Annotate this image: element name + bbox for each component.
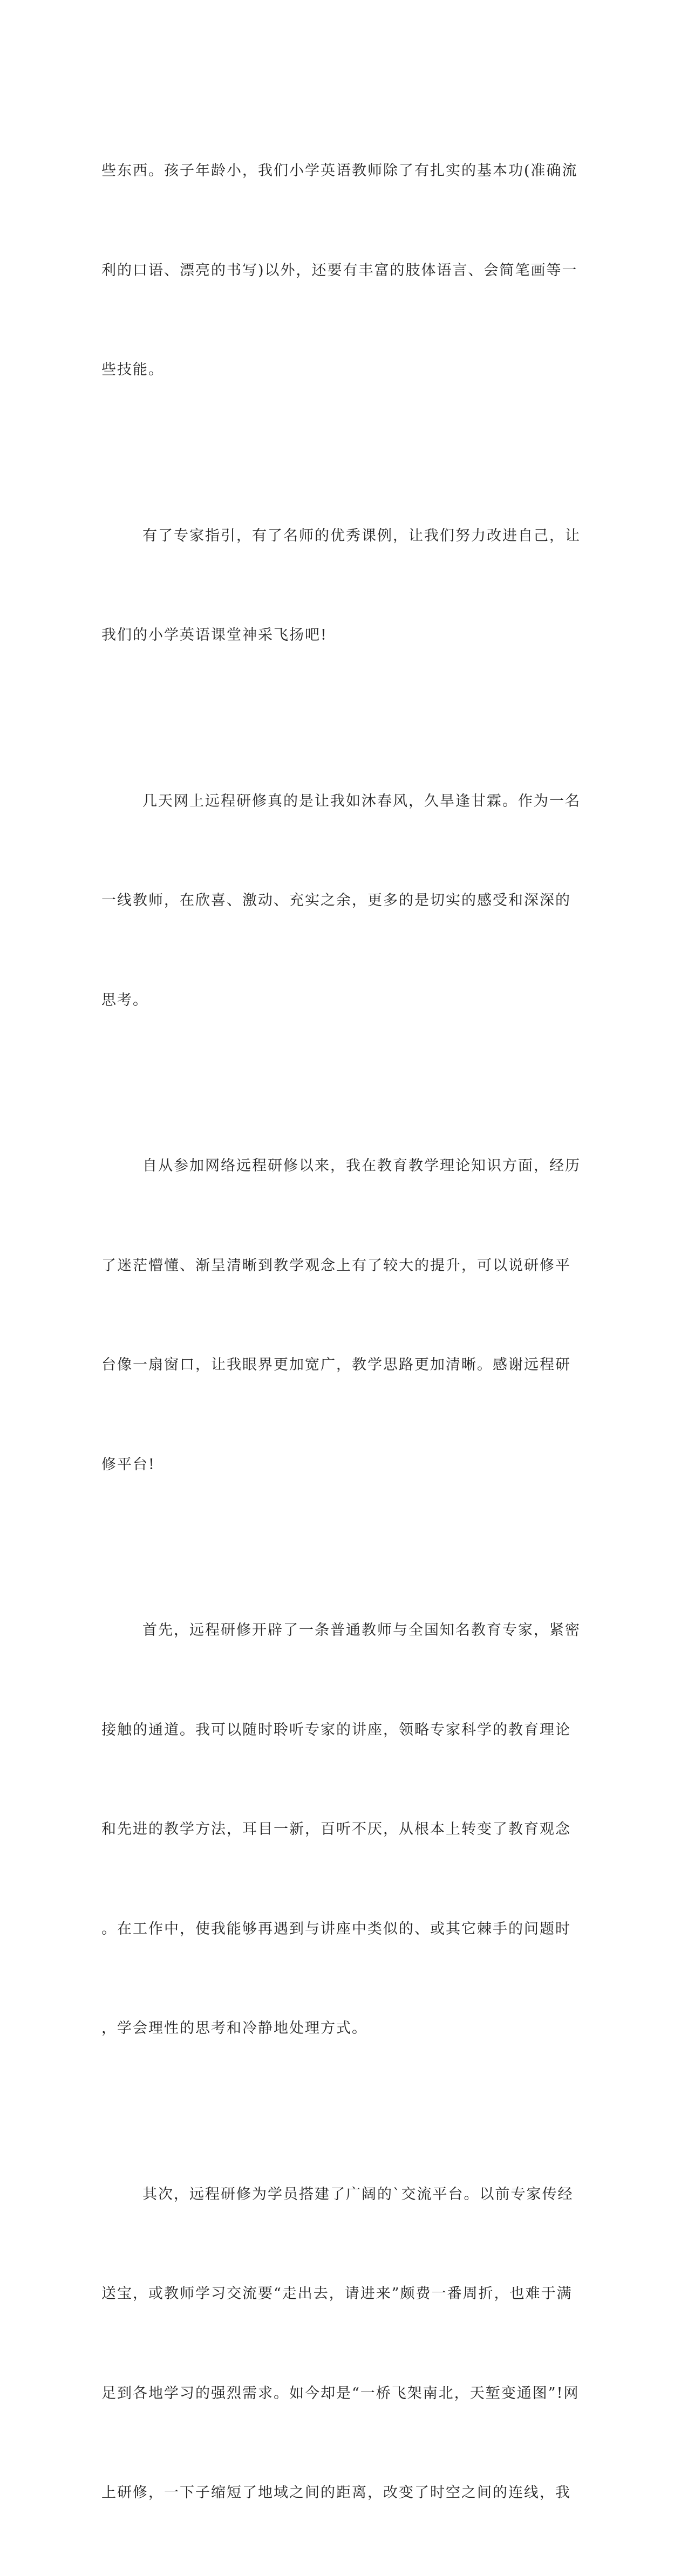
paragraph-6 [101,2112,580,2576]
text-line: 些技能。 [101,361,164,378]
text-line: 。在工作中，使我能够再遇到与讲座中类似的、或其它棘手的问题时 [101,1920,571,1937]
text-line: 我们的小学英语课堂神采飞扬吧! [101,627,328,643]
text-line: 一线教师，在欣喜、激动、充实之余，更多的是切实的感受和深深的 [101,892,571,909]
text-line: 有了专家指引，有了名师的优秀课例，让我们努力改进自己，让 [142,527,581,544]
paragraph-3 [101,718,581,1084]
text-line: 其次，远程研修为学员搭建了广阔的`交流平台。以前专家传经 [142,2186,574,2203]
text-line: 接触的通道。我可以随时聆听专家的讲座，领略专家科学的教育理论 [101,1721,571,1738]
text-line: 首先，远程研修开辟了一条普通教师与全国知名教育专家，紧密 [142,1622,581,1639]
text-line: ，学会理性的思考和冷静地处理方式。 [101,2020,367,2037]
paragraph-4 [101,1083,581,1547]
text-line: 和先进的教学方法，耳目一新，百听不厌，从根本上转变了教育观念 [101,1821,571,1838]
text-line: 上研修，一下子缩短了地域之间的距离，改变了时空之间的连线，我 [101,2484,571,2501]
paragraph-5 [101,1547,581,2112]
document-body [101,88,581,2576]
text-line: 台像一扇窗口，让我眼界更加宽广，教学思路更加清晰。感谢远程研 [101,1356,571,1373]
paragraph-1 [101,88,576,453]
text-line: 修平台! [101,1456,155,1473]
text-line: 自从参加网络远程研修以来，我在教育教学理论知识方面，经历 [142,1157,581,1174]
text-line: 些东西。孩子年龄小，我们小学英语教师除了有扎实的基本功(准确流 [101,162,578,179]
text-line: 几天网上远程研修真的是让我如沐春风，久旱逢甘霖。作为一名 [142,792,581,810]
text-line: 利的口语、漂亮的书写)以外，还要有丰富的肢体语言、会简笔画等一 [101,262,578,279]
text-line: 送宝，或教师学习交流要“走出去，请进来”颇费一番周折，也难于满 [101,2285,573,2302]
text-line: 思考。 [101,991,148,1009]
text-line: 了迷茫懵懂、渐呈清晰到教学观念上有了较大的提升，可以说研修平 [101,1257,571,1274]
paragraph-2 [101,453,581,718]
text-line: 足到各地学习的强烈需求。如今却是“一桥飞架南北，天堑变通图”!网 [101,2385,580,2402]
